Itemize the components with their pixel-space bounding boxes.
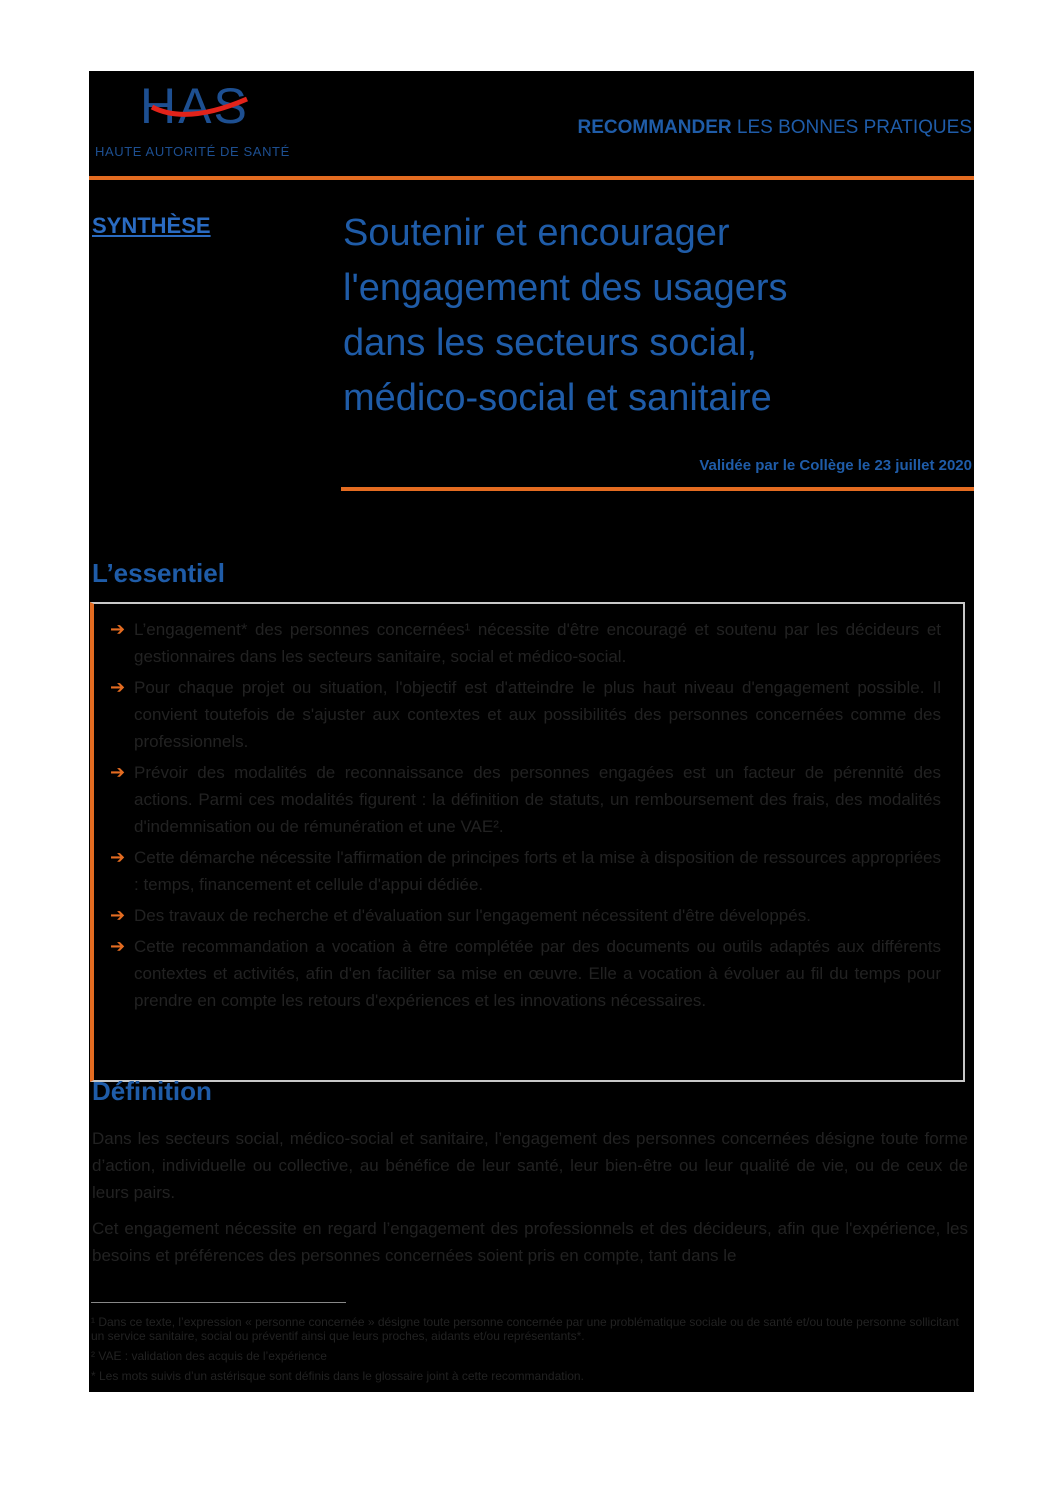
title-divider (341, 487, 974, 491)
list-item-text: L’engagement* des personnes concernées¹ nécessite d'être encouragé et soutenu par les décideurs et gestionnaires dans les secteurs sanitaire, social et médico-social. (134, 620, 941, 666)
definition-paragraph: Cet engagement nécessite en regard l’engagement des professionnels et des décideurs, afin que l'expérience, les besoins et préférences des personnes concernées soient pris en compte, tant dans le (92, 1219, 968, 1265)
list-item-text: Cette démarche nécessite l'affirmation de principes forts et la mise à disposition de ressources appropriées : temps, financement et cellule d'appui dédiée. (134, 848, 941, 894)
header-tagline (578, 117, 973, 139)
footnote-divider (91, 1302, 346, 1303)
synthese-label: SYNTHÈSE (92, 213, 211, 238)
document-page (89, 71, 974, 1392)
validation-date: Validée par le Collège le 23 juillet 2020 (699, 457, 972, 474)
essentiel-box (90, 602, 965, 1082)
tagline-bold: RECOMMANDER (577, 117, 732, 138)
has-logo-mark (132, 77, 262, 139)
list-item (110, 759, 941, 840)
list-item (110, 616, 941, 670)
essentiel-list (94, 604, 963, 1014)
arrow-right-icon: ➔ (110, 936, 126, 957)
list-item (110, 674, 941, 755)
tagline-rest: LES BONNES PRATIQUES (731, 117, 972, 138)
footnote: * Les mots suivis d’un astérisque sont définis dans le glossaire joint à cette recommandation. (91, 1369, 584, 1383)
essentiel-heading: L’essentiel (92, 558, 225, 588)
arrow-right-icon: ➔ (110, 905, 126, 926)
footnote: ² VAE : validation des acquis de l’expérience (91, 1349, 327, 1363)
arrow-right-icon: ➔ (110, 619, 126, 640)
has-logo (92, 77, 322, 167)
arrow-right-icon: ➔ (110, 762, 126, 783)
footnotes (91, 1315, 969, 1389)
title-line: dans les secteurs social, (343, 322, 757, 364)
logo-subtitle: HAUTE AUTORITÉ DE SANTÉ (95, 144, 290, 159)
definition-heading: Définition (92, 1076, 212, 1106)
list-item (110, 902, 941, 929)
arrow-right-icon: ➔ (110, 677, 126, 698)
list-item-text: Des travaux de recherche et d'évaluation sur l'engagement nécessitent d'être développés. (134, 906, 811, 925)
header-divider (89, 176, 974, 180)
list-item-text: Cette recommandation a vocation à être complétée par des documents ou outils adaptés aux différents contextes et activités, afin d'en faciliter sa mise en œuvre. Elle a vocation à évoluer au fil du temps pour prendre en compte les retours d'expériences et les innovations nécessaires. (134, 937, 941, 1010)
title-line: médico-social et sanitaire (343, 377, 772, 419)
svg-text:HAS: HAS (140, 78, 249, 134)
title-line: Soutenir et encourager (343, 212, 730, 254)
list-item (110, 844, 941, 898)
list-item-text: Prévoir des modalités de reconnaissance des personnes engagées est un facteur de pérennité des actions. Parmi ces modalités figurent : la définition de statuts, un remboursement des frais, des modalités d'indemnisation ou de rémunération et une VAE². (134, 763, 941, 836)
list-item-text: Pour chaque projet ou situation, l'objectif est d'atteindre le plus haut niveau d'engagement possible. Il convient toutefois de s'ajuster aux contextes et aux possibilités des personnes concernées comme des professionnels. (134, 678, 941, 751)
arrow-right-icon: ➔ (110, 847, 126, 868)
footnote: ¹ Dans ce texte, l’expression « personne concernée » désigne toute personne concernée par une problématique sociale ou de santé et/ou toute personne sollicitant un service sanitaire, social ou préventif ainsi que leurs proches, aidants et/ou représentants*. (91, 1315, 959, 1343)
title-line: l'engagement des usagers (343, 267, 788, 309)
page-title (343, 206, 943, 426)
list-item (110, 933, 941, 1014)
definition-paragraph: Dans les secteurs social, médico-social et sanitaire, l’engagement des personnes concernées désigne toute forme d’action, individuelle ou collective, au bénéfice de leur santé, leur bien-être ou leur qualité de vie, ou de ceux de leurs pairs. (92, 1129, 968, 1202)
